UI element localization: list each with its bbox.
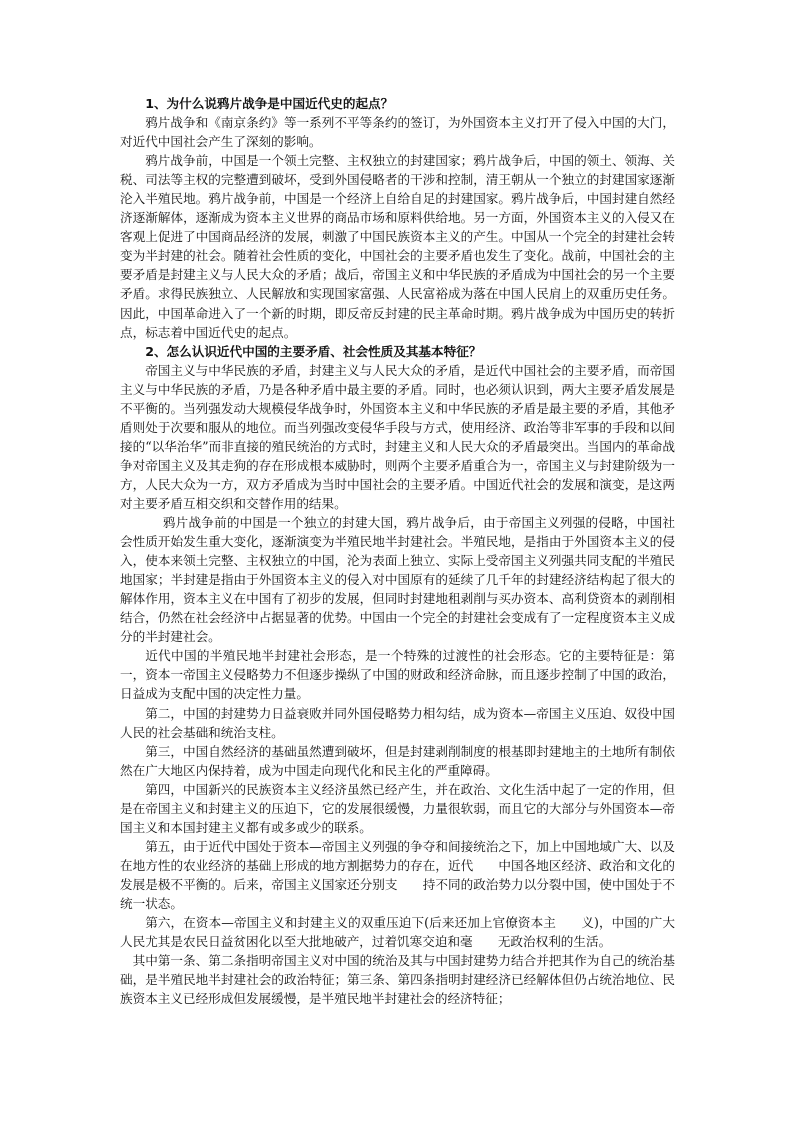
- paragraph: 第二，中国的封建势力日益衰败并同外国侵略势力相勾结，成为资本—帝国主义压迫、奴役中国人民的社会基础和统治支柱。: [120, 705, 675, 740]
- section-heading-1: 1、为什么说鸦片战争是中国近代史的起点？: [145, 96, 394, 111]
- paragraph: 鸦片战争前，中国是一个领土完整、主权独立的封建国家；鸦片战争后，中国的领土、领海、关税、司法等主权的完整遭到破坏，受到外国侵略者的干涉和控制，清王朝从一个独立的封建国家逐渐沦入半殖民地。鸦片战争前，中国是一个经济上自给自足的封建国家。鸦片战争后，中国封建自然经济逐渐解体，逐渐成为资本主义世界的商品市场和原料供给地。另一方面，外国资本主义的入侵又在客观上促进了中国商品经济的发展，刺激了中国民族资本主义的产生。中国从一个完全的封建社会转变为半封建的社会。随着社会性质的变化，中国社会的主要矛盾也发生了变化。战前，中国社会的主要矛盾是封建主义与人民大众的矛盾；战后，帝国主义和中华民族的矛盾成为中国社会的另一个主要矛盾。求得民族独立、人民解放和实现国家富强、人民富裕成为落在中国人民肩上的双重历史任务。因此，中国革命进入了一个新的时期，即反帝反封建的民主革命时期。鸦片战争成为中国历史的转折点，标志着中国近代史的起点。: [120, 153, 675, 340]
- paragraph: 第五，由于近代中国处于资本—帝国主义列强的争夺和间接统治之下，加上中国地域广大、以及在地方性的农业经济的基础上形成的地方割据势力的存在，近代 中国各地区经济、政治和文化的发展是极不平衡的。后来，帝国主义国家还分别支 持不同的政治势力以分裂中国，使中国处于不统一状态。: [120, 838, 675, 911]
- paragraph: 第三，中国自然经济的基础虽然遭到破坏，但是封建剥削制度的根基即封建地主的土地所有制依然在广大地区内保持着，成为中国走向现代化和民主化的严重障碍。: [120, 743, 675, 778]
- paragraph: 鸦片战争和《南京条约》等一系列不平等条约的签订，为外国资本主义打开了侵入中国的大门，对近代中国社会产生了深刻的影响。: [120, 115, 675, 150]
- paragraph: 近代中国的半殖民地半封建社会形态，是一个特殊的过渡性的社会形态。它的主要特征是：第一，资本一帝国主义侵略势力不但逐步操纵了中国的财政和经济命脉，而且逐步控制了中国的政治，日益成为支配中国的决定性力量。: [120, 648, 675, 702]
- paragraph: 其中第一条、第二条指明帝国主义对中国的统治及其与中国封建势力结合并把其作为自己的统治基础，是半殖民地半封建社会的政治特征；第三条、第四条指明封建经济已经解体但仍占统治地位、民族资本主义已经形成但发展缓慢，是半殖民地半封建社会的经济特征；: [120, 953, 675, 1007]
- paragraph: 帝国主义与中华民族的矛盾，封建主义与人民大众的矛盾，是近代中国社会的主要矛盾，而帝国主义与中华民族的矛盾，乃是各种矛盾中最主要的矛盾。同时，也必须认识到，两大主要矛盾发展是不平衡的。当列强发动大规模侵华战争时，外国资本主义和中华民族的矛盾是最主要的矛盾，其他矛盾则处于次要和服从的地位。而当列强改变侵华手段与方式，使用经济、政治等非军事的手段和以间接的“以华治华”而非直接的殖民统治的方式时，封建主义和人民大众的矛盾最突出。当国内的革命战争对帝国主义及其走狗的存在形成根本威胁时，则两个主要矛盾重合为一，帝国主义与封建阶级为一方，人民大众为一方，双方矛盾成为当时中国社会的主要矛盾。中国近代社会的发展和演变，是这两对主要矛盾互相交织和交替作用的结果。: [120, 362, 675, 511]
- section-heading-2: 2、怎么认识近代中国的主要矛盾、社会性质及其基本特征？: [145, 343, 482, 359]
- document-page: [120, 94, 675, 1008]
- paragraph: 鸦片战争前的中国是一个独立的封建大国，鸦片战争后，由于帝国主义列强的侵略，中国社会性质开始发生重大变化，逐渐演变为半殖民地半封建社会。半殖民地，是指由于外国资本主义的侵入，使本来领土完整、主权独立的中国，沦为表面上独立、实际上受帝国主义列强共同支配的半殖民地国家；半封建是指由于外国资本主义的侵入对中国原有的延续了几千年的封建经济结构起了很大的解体作用，资本主义在中国有了初步的发展，但同时封建地租剥削与买办资本、高利贷资本的剥削相结合，仍然在社会经济中占据显著的优势。中国由一个完全的封建社会变成有了一定程度资本主义成分的半封建社会。: [120, 515, 675, 645]
- paragraph: 第六，在资本—帝国主义和封建主义的双重压迫下(后来还加上官僚资本主 义)，中国的广大人民尤其是农民日益贫困化以至大批地破产，过着饥寒交迫和毫 无政治权利的生活。: [120, 915, 675, 950]
- paragraph: 第四，中国新兴的民族资本主义经济虽然已经产生，并在政治、文化生活中起了一定的作用，但是在帝国主义和封建主义的压迫下，它的发展很缓慢，力量很软弱，而且它的大部分与外国资本—帝国主义和本国封建主义都有或多或少的联系。: [120, 781, 675, 835]
